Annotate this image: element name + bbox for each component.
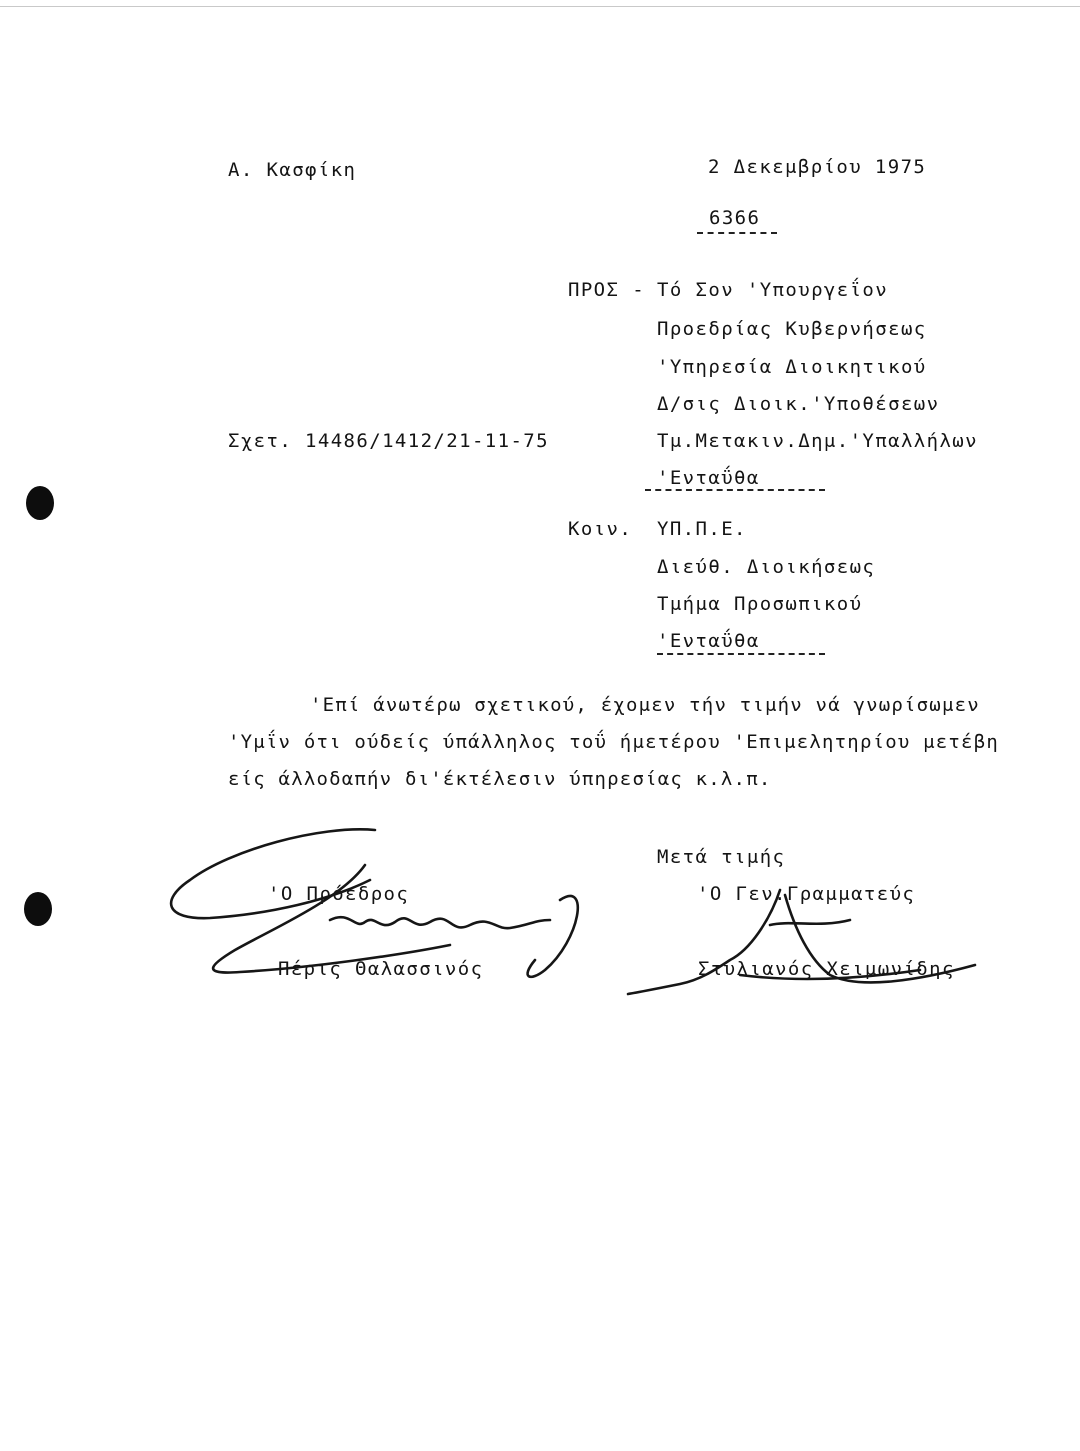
president-signature: [150, 810, 610, 990]
recipient-line: 'Ενταΰθα: [657, 467, 760, 489]
copy-label: Κοιν.: [568, 518, 633, 540]
recipient-line: Τό Σον 'Υπουργεΐον: [657, 279, 889, 301]
protocol-number: 6366: [709, 207, 761, 229]
copy-underline: [657, 653, 825, 655]
recipient-line: 'Υπηρεσία Διοικητικού: [657, 356, 927, 378]
body-line: 'Υμΐν ότι ούδείς ύπάλληλος τοΰ ήμετέρου 'Επιμελητηρίου μετέβη: [228, 731, 999, 753]
recipient-label: ΠΡΟΣ -: [568, 279, 646, 301]
copy-line: Διεύθ. Διοικήσεως: [657, 556, 876, 578]
copy-line: 'Ενταΰθα: [657, 630, 760, 652]
body-line: είς άλλοδαπήν δι'έκτέλεσιν ύπηρεσίας κ.λ.π.: [228, 768, 772, 790]
recipient-line: Δ/σις Διοικ.'Υποθέσεων: [657, 393, 940, 415]
body-line: 'Επί άνωτέρω σχετικού, έχομεν τήν τιμήν νά γνωρίσωμεν: [310, 694, 980, 716]
reference-number: Σχετ. 14486/1412/21-11-75: [228, 430, 549, 452]
right-signatory-title: 'Ο Γεν.Γραμματεύς: [697, 883, 916, 905]
protocol-underline: [697, 232, 777, 234]
punch-hole: [26, 486, 54, 520]
copy-line: Τμήμα Προσωπικού: [657, 593, 863, 615]
scan-edge: [0, 6, 1080, 7]
copy-line: ΥΠ.Π.Ε.: [657, 518, 747, 540]
left-signatory-title: 'Ο Πρόεδρος: [268, 883, 410, 905]
punch-hole: [24, 892, 52, 926]
document-date: 2 Δεκεμβρίου 1975: [708, 156, 927, 178]
recipient-line: Προεδρίας Κυβερνήσεως: [657, 318, 927, 340]
closing-text: Μετά τιμής: [657, 846, 786, 868]
left-signatory-name: Πέρις Θαλασσινός: [278, 958, 484, 980]
secretary-signature: [620, 880, 1000, 1000]
right-signatory-name: Στυλιανός Χειμωνίδης: [698, 958, 955, 980]
recipient-line: Τμ.Μετακιν.Δημ.'Υπαλλήλων: [657, 430, 978, 452]
author-initials: Α. Κασφίκη: [228, 159, 357, 181]
recipient-underline: [645, 489, 825, 491]
